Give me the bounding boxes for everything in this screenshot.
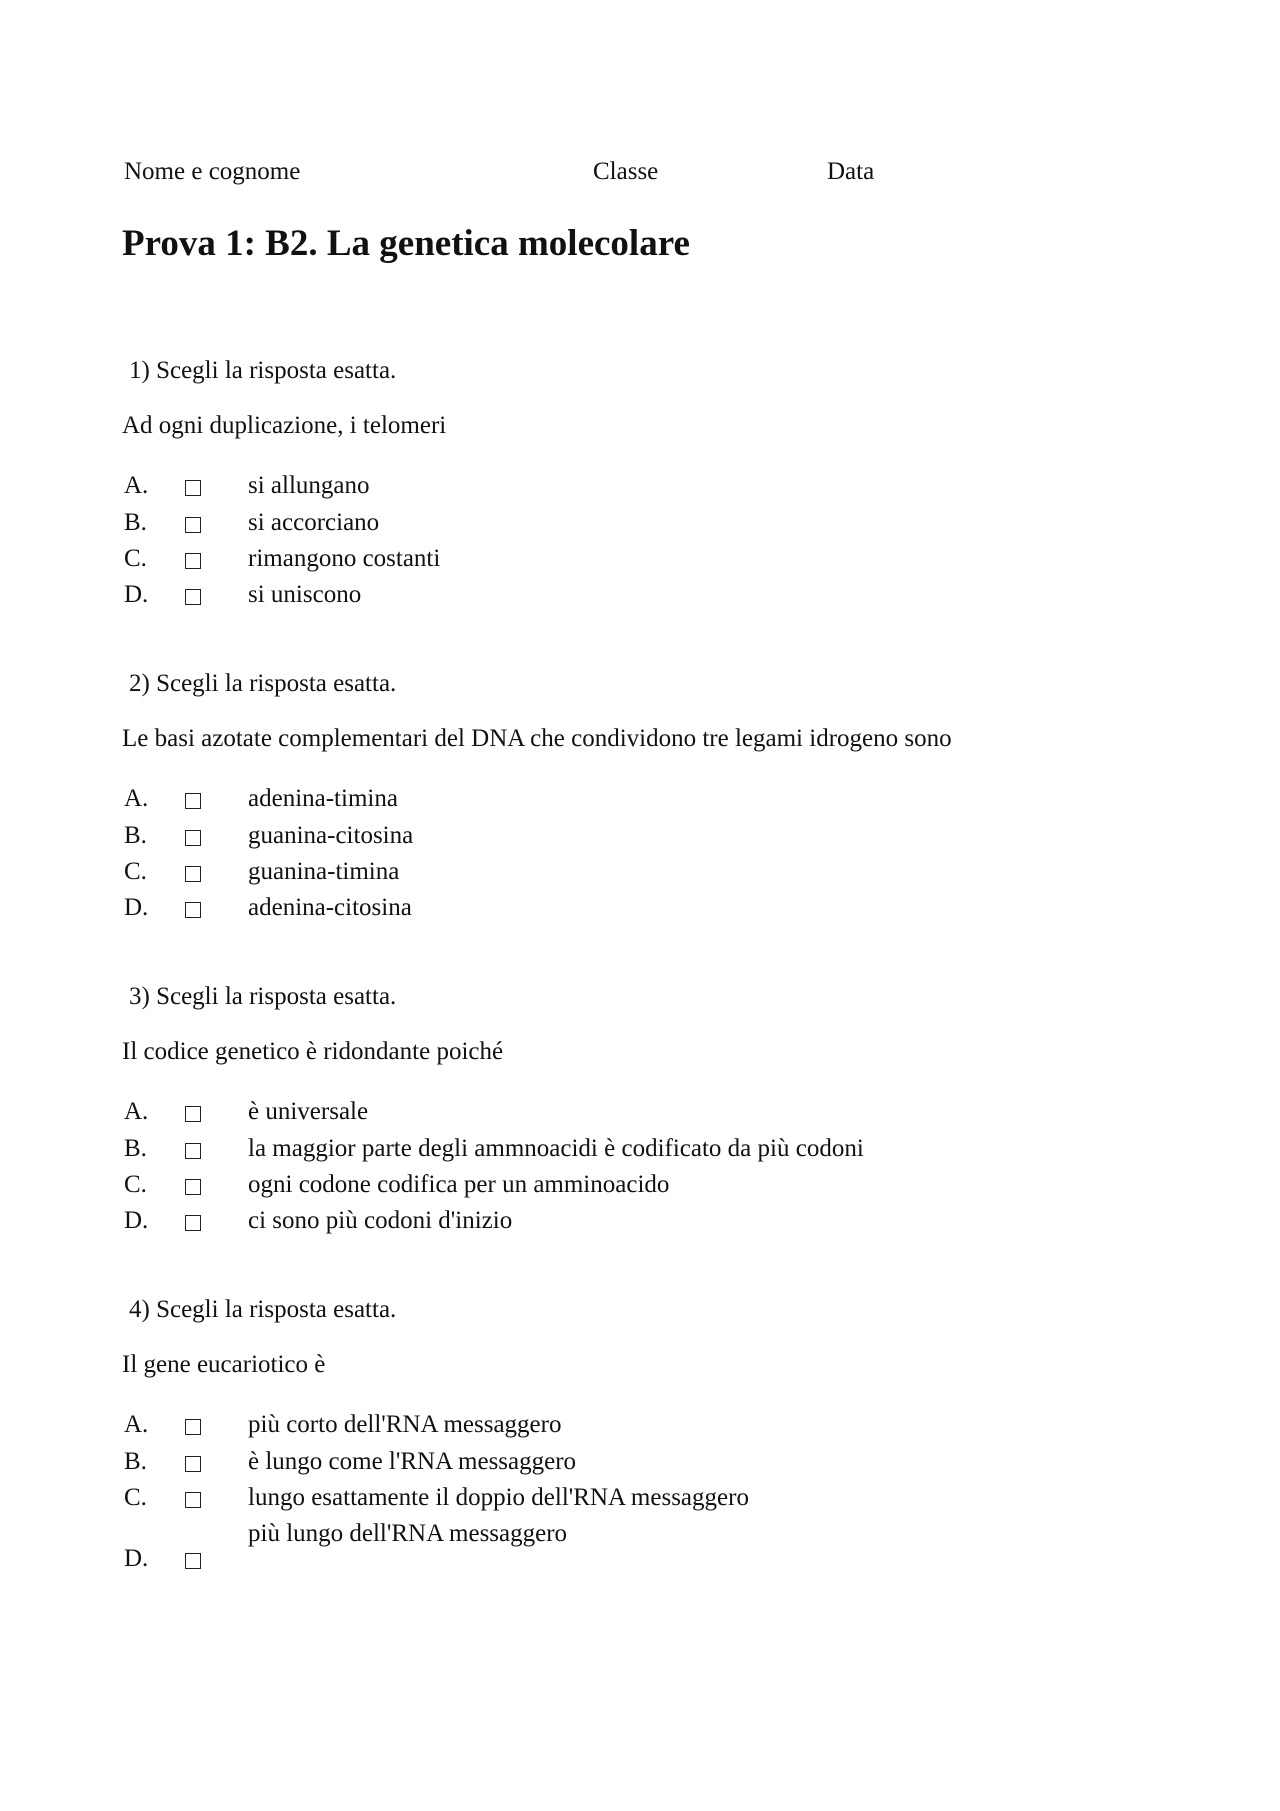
question-stem: Il codice genetico è ridondante poiché [122,1038,504,1065]
answer-checkbox[interactable] [185,866,201,882]
option-text: è lungo come l'RNA messaggero [248,1448,577,1475]
option-d [0,894,1280,926]
question-stem: Ad ogni duplicazione, i telomeri [122,412,447,439]
option-d [0,1520,1280,1577]
answer-checkbox[interactable] [185,1215,201,1231]
option-text: rimangono costanti [248,545,441,572]
option-text: guanina-timina [248,858,400,885]
option-text: più corto dell'RNA messaggero [248,1411,562,1438]
option-text: si allungano [248,472,370,499]
option-letter: D. [124,1545,149,1572]
option-letter: B. [124,509,147,536]
option-letter: D. [124,894,149,921]
option-d [0,1207,1280,1239]
option-letter: A. [124,472,149,499]
option-letter: C. [124,1171,147,1198]
option-text: adenina-citosina [248,894,412,921]
option-letter: A. [124,1098,149,1125]
question-instruction: 1) Scegli la risposta esatta. [129,357,397,384]
option-c [0,545,1280,577]
option-b [0,509,1280,541]
option-letter: D. [124,581,149,608]
question-stem: Il gene eucariotico è [122,1351,326,1378]
option-b [0,1135,1280,1167]
answer-checkbox[interactable] [185,793,201,809]
answer-checkbox[interactable] [185,1419,201,1435]
option-letter: D. [124,1207,149,1234]
option-text: guanina-citosina [248,822,414,849]
answer-checkbox[interactable] [185,1553,201,1569]
question-instruction: 2) Scegli la risposta esatta. [129,670,397,697]
class-label: Classe [593,158,659,185]
answer-checkbox[interactable] [185,480,201,496]
answer-checkbox[interactable] [185,830,201,846]
option-c [0,1171,1280,1203]
option-letter: C. [124,1484,147,1511]
option-letter: B. [124,1448,147,1475]
date-label: Data [827,158,875,185]
option-a [0,1411,1280,1443]
option-c [0,858,1280,890]
option-text: adenina-timina [248,785,398,812]
option-letter: B. [124,1135,147,1162]
option-c [0,1484,1280,1516]
question-instruction: 3) Scegli la risposta esatta. [129,983,397,1010]
page-title: Prova 1: B2. La genetica molecolare [122,223,690,264]
option-d [0,581,1280,613]
answer-checkbox[interactable] [185,1106,201,1122]
option-letter: C. [124,545,147,572]
option-text: è universale [248,1098,369,1125]
name-label: Nome e cognome [124,158,301,185]
answer-checkbox[interactable] [185,1492,201,1508]
option-text: ci sono più codoni d'inizio [248,1207,513,1234]
option-a [0,1098,1280,1130]
option-text: si accorciano [248,509,380,536]
answer-checkbox[interactable] [185,1456,201,1472]
answer-checkbox[interactable] [185,1143,201,1159]
answer-checkbox[interactable] [185,902,201,918]
header-row [0,158,1280,190]
answer-checkbox[interactable] [185,589,201,605]
question-instruction: 4) Scegli la risposta esatta. [129,1296,397,1323]
answer-checkbox[interactable] [185,1179,201,1195]
option-text: ogni codone codifica per un amminoacido [248,1171,670,1198]
option-letter: A. [124,785,149,812]
question-stem: Le basi azotate complementari del DNA che condividono tre legami idrogeno sono [122,725,952,752]
option-letter: B. [124,822,147,849]
option-a [0,785,1280,817]
option-a [0,472,1280,504]
option-b [0,1448,1280,1480]
option-text: la maggior parte degli ammnoacidi è codificato da più codoni [248,1135,864,1162]
option-b [0,822,1280,854]
option-letter: C. [124,858,147,885]
answer-checkbox[interactable] [185,517,201,533]
answer-checkbox[interactable] [185,553,201,569]
option-text: si uniscono [248,581,362,608]
option-text: più lungo dell'RNA messaggero [248,1520,568,1547]
option-text: lungo esattamente il doppio dell'RNA messaggero [248,1484,749,1511]
option-letter: A. [124,1411,149,1438]
